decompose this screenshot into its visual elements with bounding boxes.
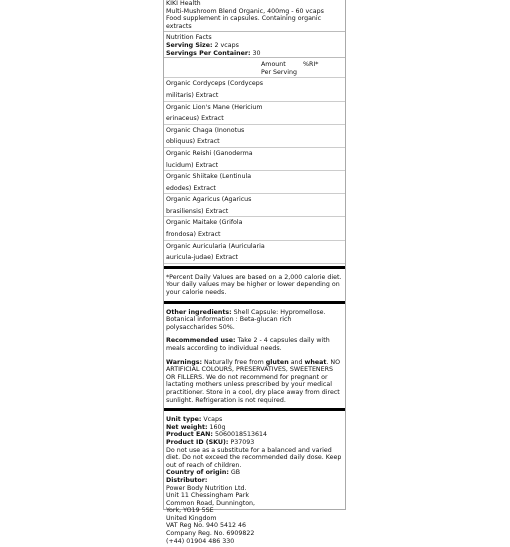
ingredient-name: Organic Shiitake (Lentinula bbox=[166, 173, 252, 181]
distributor-label: Distributor: bbox=[166, 476, 208, 484]
footnote: *Percent Daily Values are based on a 2,000 calorie diet. Your daily values may be higher or lower depending on your calorie needs. bbox=[166, 273, 342, 297]
facts-rows bbox=[164, 77, 345, 264]
facts-row bbox=[164, 240, 345, 264]
thick-divider bbox=[164, 408, 345, 411]
ingredient-name: Organic Auricularia (Auricularia bbox=[166, 242, 265, 250]
label-header bbox=[164, 0, 345, 30]
servings-per-container: Servings Per Container: 30 bbox=[166, 49, 261, 57]
distributor-line: (+44) 01904 486 330 bbox=[166, 537, 235, 545]
facts-row bbox=[164, 216, 345, 239]
thick-divider bbox=[164, 301, 345, 304]
distributor-line: VAT Reg No. 940 5412 46 bbox=[166, 522, 247, 530]
distributor-line: York, YO19 5SE bbox=[166, 507, 214, 515]
distributor-line: United Kingdom bbox=[166, 514, 217, 522]
distributor-address bbox=[166, 485, 343, 546]
nutrition-facts-header bbox=[164, 32, 345, 57]
per-serving-header: Per Serving bbox=[261, 68, 297, 76]
ingredient-name: Organic Reishi (Ganoderma bbox=[166, 149, 253, 157]
ingredient-name: Organic Cordyceps (Cordyceps bbox=[166, 80, 264, 88]
serving-size: Serving Size: 2 vcaps bbox=[166, 41, 239, 49]
disclaimer: Do not use as a substitute for a balanced and varied diet. Do not exceed the recommended daily dose. Keep out of reach of children. bbox=[166, 446, 342, 469]
ingredient-name: Organic Maitake (Grifola bbox=[166, 219, 243, 227]
facts-column-headers bbox=[164, 58, 345, 77]
ingredient-name: Organic Agaricus (Agaricus bbox=[166, 196, 252, 204]
product-name: Multi-Mushroom Blend Organic, 400mg - 60 vcaps bbox=[166, 7, 324, 15]
facts-row bbox=[164, 124, 345, 147]
facts-row bbox=[164, 77, 345, 100]
facts-row bbox=[164, 101, 345, 124]
ingredient-name-cont: erinaceus) Extract bbox=[166, 115, 224, 123]
warnings: Warnings: Naturally free from gluten and wheat. NO ARTIFICIAL COLOURS, PRESERVATIVES, SWEETENERS OR FILLERS. We do not recommend for pregnant or lactating mothers unless prescribed by your medical practitioner. Store in a cool, dry place away from direct sunlight. Refrigeration is not required. bbox=[166, 358, 341, 404]
ingredient-name-cont: edodes) Extract bbox=[166, 184, 216, 192]
recommended-use: Recommended use: Take 2 - 4 capsules daily with meals according to individual needs. bbox=[166, 337, 330, 352]
facts-row bbox=[164, 170, 345, 193]
facts-row bbox=[164, 193, 345, 216]
ingredient-name-cont: auricula-judae) Extract bbox=[166, 254, 239, 262]
brand-name: KIKI Health bbox=[166, 0, 201, 7]
thick-divider bbox=[164, 266, 345, 269]
ingredient-name-cont: obliquus) Extract bbox=[166, 138, 220, 146]
ingredient-name-cont: brasiliensis) Extract bbox=[166, 207, 229, 215]
product-description: Food supplement in capsules. Containing organic extracts bbox=[166, 15, 322, 30]
distributor-line: Power Body Nutrition Ltd. bbox=[166, 484, 247, 492]
ingredient-name-cont: frondosa) Extract bbox=[166, 231, 221, 239]
facts-row bbox=[164, 147, 345, 170]
product-details: Unit type: Vcaps Net weight: 160g Product EAN: 5060018513614 Product ID (SKU): P37093 Do not use as a substitute for a balanced and varied diet. Do not exceed the recommended daily dose. Keep out of reach of children. Country of origin: GB Distributor: Power Body Nutrition Ltd. Unit 11 Chessingham Park Common Road, Dunnington, York, YO19 5SE United Kingdom VAT Reg No. 940 5412 46 Company Reg. No. 6909822 (+44) 01904 486 330 bbox=[166, 416, 342, 545]
ingredients-section: Other ingredients: Shell Capsule: Hypromellose. Botanical information : Beta-glucan rich polysaccharides 50%. Recommended use: Take 2 - 4 capsules daily with meals according to individual needs. Warnings: Naturally free from gluten and wheat. NO ARTIFICIAL COLOURS, PRESERVATIVES, SWEETENERS OR FILLERS. We do not recommend for pregnant or lactating mothers unless prescribed by your medical practitioner. Store in a cool, dry place away from direct sunlight. Refrigeration is not required. bbox=[164, 307, 345, 407]
distributor-line: Unit 11 Chessingham Park bbox=[166, 492, 249, 500]
ingredient-name: Organic Lion's Mane (Hericium bbox=[166, 103, 263, 111]
amount-header: Amount bbox=[261, 61, 286, 69]
ingredient-name-cont: lucidum) Extract bbox=[166, 161, 219, 169]
supplement-label bbox=[163, 0, 346, 545]
distributor-line: Company Reg. No. 6909822 bbox=[166, 530, 255, 538]
distributor-line: Common Road, Dunnington, bbox=[166, 499, 256, 507]
ingredient-name: Organic Chaga (Inonotus bbox=[166, 126, 245, 134]
ri-header: %RI* bbox=[303, 61, 319, 69]
ingredient-name-cont: militaris) Extract bbox=[166, 91, 219, 99]
nutrition-facts-title: Nutrition Facts bbox=[166, 34, 212, 42]
